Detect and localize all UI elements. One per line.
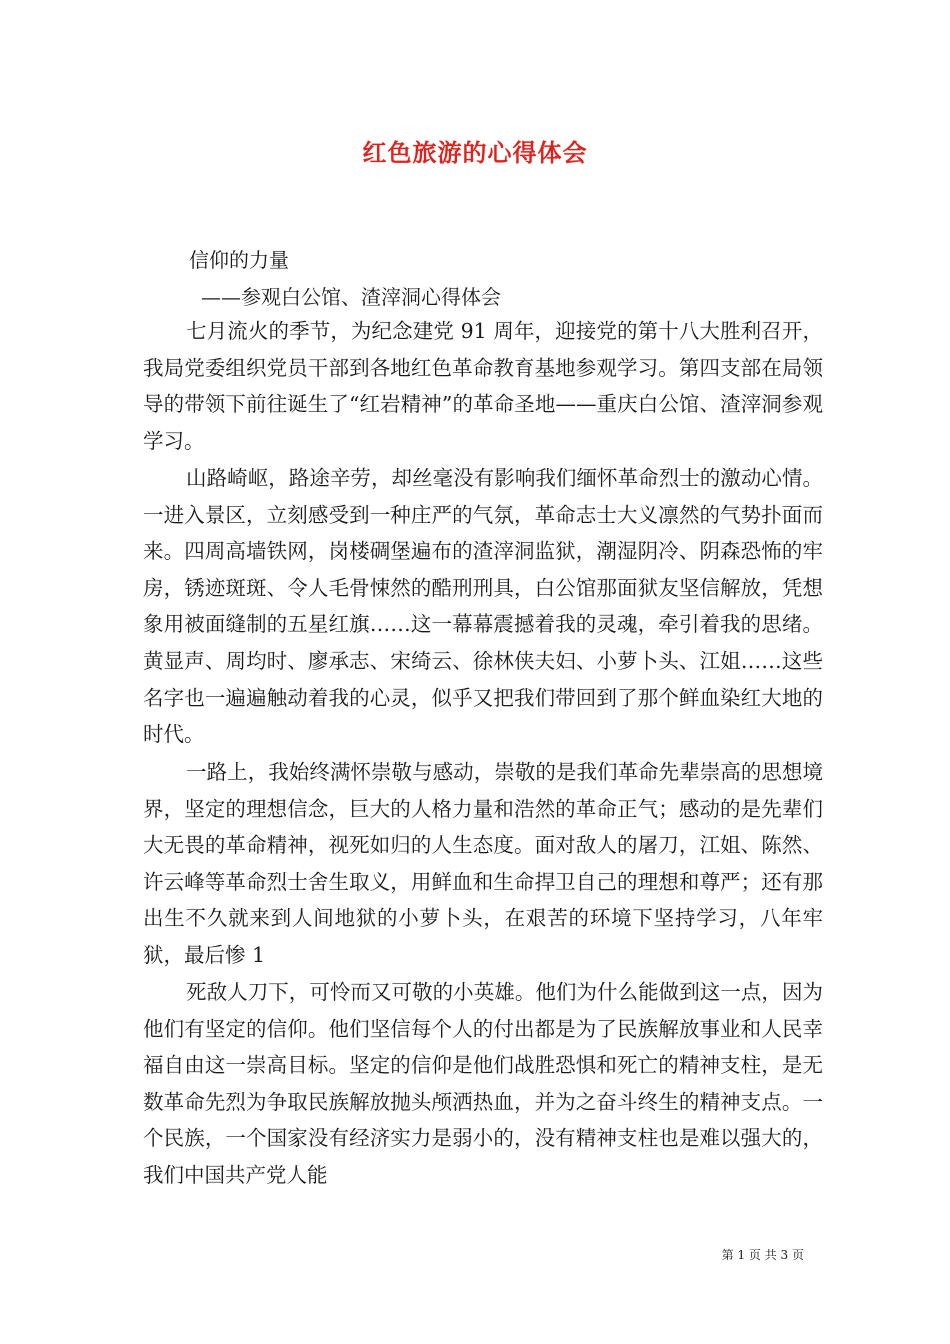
section-subheading: ——参观白公馆、渣滓洞心得体会 (201, 285, 501, 309)
body-paragraph: 七月流火的季节，为纪念建党 91 周年，迎接党的第十八大胜利召开，我局党委组织党员干部到各地红色革命教育基地参观学习。第四支部在局领导的带领下前往诞生了“红岩精神”的革命圣地——重庆白公馆、渣滓洞参观学习。 (143, 319, 823, 453)
page-number-footer: 第 1 页 共 3 页 (721, 1248, 804, 1262)
body-paragraph: 山路崎岖，路途辛劳，却丝毫没有影响我们缅怀革命烈士的激动心情。一进入景区，立刻感受到一种庄严的气氛，革命志士大义凛然的气势扑面而来。四周高墙铁网，岗楼碉堡遍布的渣滓洞监狱，潮湿阴冷、阴森恐怖的牢房，锈迹斑斑、令人毛骨悚然的酷刑刑具，白公馆那面狱友坚信解放，凭想象用被面缝制的五星红旗……这一幕幕震撼着我的灵魂，牵引着我的思绪。黄显声、周均时、廖承志、宋绮云、徐林侠夫妇、小萝卜头、江姐……这些名字也一遍遍触动着我的心灵，似乎又把我们带回到了那个鲜血染红大地的时代。 (143, 466, 823, 747)
body-paragraph: 一路上，我始终满怀崇敬与感动，崇敬的是我们革命先辈崇高的思想境界，坚定的理想信念，巨大的人格力量和浩然的革命正气；感动的是先辈们大无畏的革命精神，视死如归的人生态度。面对敌人的屠刀，江姐、陈然、许云峰等革命烈士舍生取义，用鲜血和生命捍卫自己的理想和尊严；还有那出生不久就来到人间地狱的小萝卜头，在艰苦的环境下坚持学习，八年牢狱，最后惨 1 (143, 760, 823, 967)
body-paragraph: 死敌人刀下，可怜而又可敬的小英雄。他们为什么能做到这一点，因为他们有坚定的信仰。他们坚信每个人的付出都是为了民族解放事业和人民幸福自由这一崇高目标。坚定的信仰是他们战胜恐惧和死亡的精神支柱，是无数革命先烈为争取民族解放抛头颅洒热血，并为之奋斗终生的精神支点。一个民族，一个国家没有经济实力是弱小的，没有精神支柱也是难以强大的，我们中国共产党人能 (143, 980, 823, 1187)
document-title: 红色旅游的心得体会 (362, 138, 588, 167)
section-heading: 信仰的力量 (189, 248, 289, 272)
